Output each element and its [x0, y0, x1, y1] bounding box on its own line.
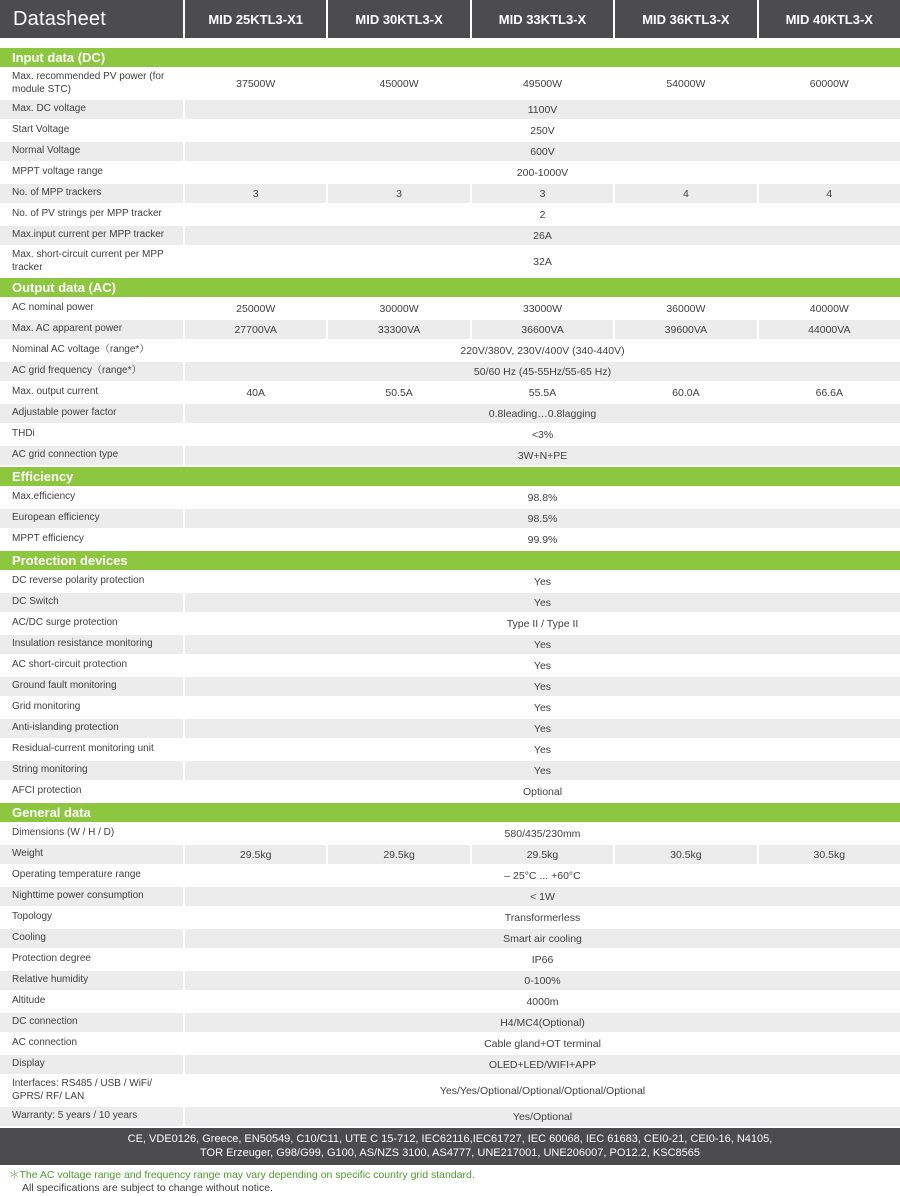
row-value: 26A [185, 226, 900, 245]
model-header: MID 36KTL3-X [615, 0, 756, 38]
row-value: Yes [185, 719, 900, 738]
table-row [0, 383, 900, 402]
section-header: Output data (AC) [0, 278, 900, 297]
row-value: 580/435/230mm [185, 824, 900, 843]
row-label: Anti-islanding protection [0, 719, 183, 738]
table-row [0, 446, 900, 465]
row-value: 98.5% [185, 509, 900, 528]
row-label: Max. AC apparent power [0, 320, 183, 339]
section-header: Protection devices [0, 551, 900, 570]
certificates-bar [0, 1128, 900, 1165]
row-label: AC connection [0, 1034, 183, 1053]
table-row [0, 761, 900, 780]
table-row [0, 719, 900, 738]
row-label: Max. recommended PV power (for module STC) [0, 69, 183, 98]
row-label: European efficiency [0, 509, 183, 528]
row-value: 33000W [472, 299, 613, 318]
row-value: 50/60 Hz (45-55Hz/55-65 Hz) [185, 362, 900, 381]
row-label: No. of MPP trackers [0, 184, 183, 203]
table-row [0, 320, 900, 339]
row-value: 60000W [759, 69, 900, 98]
row-label: Normal Voltage [0, 142, 183, 161]
footnote-disclaimer: All specifications are subject to change without notice. [22, 1182, 273, 1195]
row-label: Display [0, 1055, 183, 1074]
row-value: 3 [185, 184, 326, 203]
table-row [0, 1034, 900, 1053]
table-row [0, 362, 900, 381]
table-row [0, 824, 900, 843]
row-value: Optional [185, 782, 900, 801]
table-row [0, 677, 900, 696]
section-header: Input data (DC) [0, 48, 900, 67]
row-value: 2 [185, 205, 900, 224]
table-row [0, 205, 900, 224]
row-label: Cooling [0, 929, 183, 948]
footnotes [0, 1165, 900, 1196]
table-row [0, 488, 900, 507]
row-value: 1100V [185, 100, 900, 119]
row-label: Max. output current [0, 383, 183, 402]
row-value: 37500W [185, 69, 326, 98]
table-row [0, 341, 900, 360]
table-row [0, 908, 900, 927]
row-value: Yes [185, 740, 900, 759]
table-row [0, 247, 900, 276]
row-value: Yes [185, 761, 900, 780]
row-value: 40000W [759, 299, 900, 318]
row-value: Yes [185, 593, 900, 612]
row-value: 60.0A [615, 383, 756, 402]
row-label: Max. short-circuit current per MPP tracker [0, 247, 183, 276]
row-value: Transformerless [185, 908, 900, 927]
row-value: 99.9% [185, 530, 900, 549]
row-value: 54000W [615, 69, 756, 98]
table-row [0, 299, 900, 318]
row-label: Max. DC voltage [0, 100, 183, 119]
row-label: Residual-current monitoring unit [0, 740, 183, 759]
row-value: – 25°C ... +60°C [185, 866, 900, 885]
table-row [0, 184, 900, 203]
section-header: Efficiency [0, 467, 900, 486]
row-value: Yes [185, 698, 900, 717]
row-value: 36600VA [472, 320, 613, 339]
row-value: 55.5A [472, 383, 613, 402]
row-label: Dimensions (W / H / D) [0, 824, 183, 843]
row-label: AC short-circuit protection [0, 656, 183, 675]
row-label: AFCI protection [0, 782, 183, 801]
table-row [0, 656, 900, 675]
row-value: H4/MC4(Optional) [185, 1013, 900, 1032]
table-row [0, 929, 900, 948]
table-row [0, 509, 900, 528]
row-value: IP66 [185, 950, 900, 969]
table-row [0, 635, 900, 654]
row-value: < 1W [185, 887, 900, 906]
row-value: 250V [185, 121, 900, 140]
row-value: OLED+LED/WIFI+APP [185, 1055, 900, 1074]
row-value: 45000W [328, 69, 469, 98]
row-label: Adjustable power factor [0, 404, 183, 423]
row-value: 220V/380V, 230V/400V (340-440V) [185, 341, 900, 360]
row-label: Weight [0, 845, 183, 864]
row-value: 29.5kg [328, 845, 469, 864]
row-value: 40A [185, 383, 326, 402]
row-value: <3% [185, 425, 900, 444]
table-row [0, 971, 900, 990]
row-value: 33300VA [328, 320, 469, 339]
row-label: Relative humidity [0, 971, 183, 990]
table-row [0, 1013, 900, 1032]
row-value: 25000W [185, 299, 326, 318]
row-value: 3W+N+PE [185, 446, 900, 465]
table-row [0, 530, 900, 549]
row-label: String monitoring [0, 761, 183, 780]
row-value: 44000VA [759, 320, 900, 339]
row-label: Interfaces: RS485 / USB / WiFi/ GPRS/ RF/ LAN [0, 1076, 183, 1105]
row-value: Yes [185, 572, 900, 591]
table-row [0, 404, 900, 423]
table-row [0, 142, 900, 161]
table-row [0, 782, 900, 801]
table-row [0, 425, 900, 444]
row-value: Yes/Yes/Optional/Optional/Optional/Optional [185, 1076, 900, 1105]
table-row [0, 226, 900, 245]
model-header: MID 33KTL3-X [472, 0, 613, 38]
row-value: 49500W [472, 69, 613, 98]
table-row [0, 121, 900, 140]
row-value: Yes [185, 635, 900, 654]
row-value: 0-100% [185, 971, 900, 990]
table-row [0, 887, 900, 906]
row-value: 3 [328, 184, 469, 203]
row-label: Nighttime power consumption [0, 887, 183, 906]
row-label: Max.input current per MPP tracker [0, 226, 183, 245]
row-label: THDi [0, 425, 183, 444]
row-label: MPPT efficiency [0, 530, 183, 549]
top-header [0, 0, 900, 38]
section-header: General data [0, 803, 900, 822]
model-header: MID 25KTL3-X1 [185, 0, 326, 38]
row-label: Altitude [0, 992, 183, 1011]
row-label: DC Switch [0, 593, 183, 612]
row-label: AC grid frequency（range*） [0, 362, 183, 381]
row-value: 32A [185, 247, 900, 276]
row-label: Ground fault monitoring [0, 677, 183, 696]
row-value: 200-1000V [185, 163, 900, 182]
row-value: 3 [472, 184, 613, 203]
model-header: MID 30KTL3-X [328, 0, 469, 38]
table-row [0, 845, 900, 864]
row-label: DC reverse polarity protection [0, 572, 183, 591]
table-row [0, 572, 900, 591]
row-value: 600V [185, 142, 900, 161]
row-value: Type II / Type II [185, 614, 900, 633]
row-label: AC grid connection type [0, 446, 183, 465]
row-value: 29.5kg [185, 845, 326, 864]
row-value: Smart air cooling [185, 929, 900, 948]
row-value: 50.5A [328, 383, 469, 402]
row-label: Grid monitoring [0, 698, 183, 717]
row-label: Insulation resistance monitoring [0, 635, 183, 654]
row-value: 0.8leading…0.8lagging [185, 404, 900, 423]
page-title: Datasheet [0, 0, 183, 38]
row-label: Protection degree [0, 950, 183, 969]
row-label: Operating temperature range [0, 866, 183, 885]
footnote-voltage-note: ＊The AC voltage range and frequency range may vary depending on specific country grid standard. [9, 1168, 475, 1181]
row-value: Yes/Optional [185, 1107, 900, 1126]
spec-table [0, 48, 900, 1126]
row-label: AC/DC surge protection [0, 614, 183, 633]
row-value: 4 [759, 184, 900, 203]
row-value: Cable gland+OT terminal [185, 1034, 900, 1053]
row-label: Warranty: 5 years / 10 years [0, 1107, 183, 1126]
model-header: MID 40KTL3-X [759, 0, 900, 38]
table-row [0, 614, 900, 633]
table-row [0, 163, 900, 182]
row-label: No. of PV strings per MPP tracker [0, 205, 183, 224]
row-value: 66.6A [759, 383, 900, 402]
row-value: 27700VA [185, 320, 326, 339]
table-row [0, 100, 900, 119]
row-label: Max.efficiency [0, 488, 183, 507]
certificates-line-1: CE, VDE0126, Greece, EN50549, C10/C11, UTE C 15-712, IEC62116,IEC61727, IEC 60068, IEC 61683, CEI0-21, CEI0-16, N4105, [127, 1133, 773, 1145]
table-row [0, 698, 900, 717]
row-value: 36000W [615, 299, 756, 318]
row-value: 30.5kg [759, 845, 900, 864]
row-value: 4 [615, 184, 756, 203]
table-row [0, 950, 900, 969]
certificates-line-2: TOR Erzeuger, G98/G99, G100, AS/NZS 3100, AS4777, UNE217001, UNE206007, PO12.2, KSC8565 [200, 1147, 700, 1160]
table-row [0, 866, 900, 885]
table-row [0, 593, 900, 612]
row-value: 30000W [328, 299, 469, 318]
row-label: Start Voltage [0, 121, 183, 140]
row-label: MPPT voltage range [0, 163, 183, 182]
row-value: Yes [185, 656, 900, 675]
row-label: DC connection [0, 1013, 183, 1032]
row-label: Nominal AC voltage（range*） [0, 341, 183, 360]
table-row [0, 740, 900, 759]
row-value: 30.5kg [615, 845, 756, 864]
row-label: AC nominal power [0, 299, 183, 318]
table-row [0, 1076, 900, 1105]
row-value: 4000m [185, 992, 900, 1011]
row-value: 29.5kg [472, 845, 613, 864]
table-row [0, 1107, 900, 1126]
row-value: 98.8% [185, 488, 900, 507]
row-value: 39600VA [615, 320, 756, 339]
table-row [0, 992, 900, 1011]
table-row [0, 69, 900, 98]
row-label: Topology [0, 908, 183, 927]
row-value: Yes [185, 677, 900, 696]
table-row [0, 1055, 900, 1074]
